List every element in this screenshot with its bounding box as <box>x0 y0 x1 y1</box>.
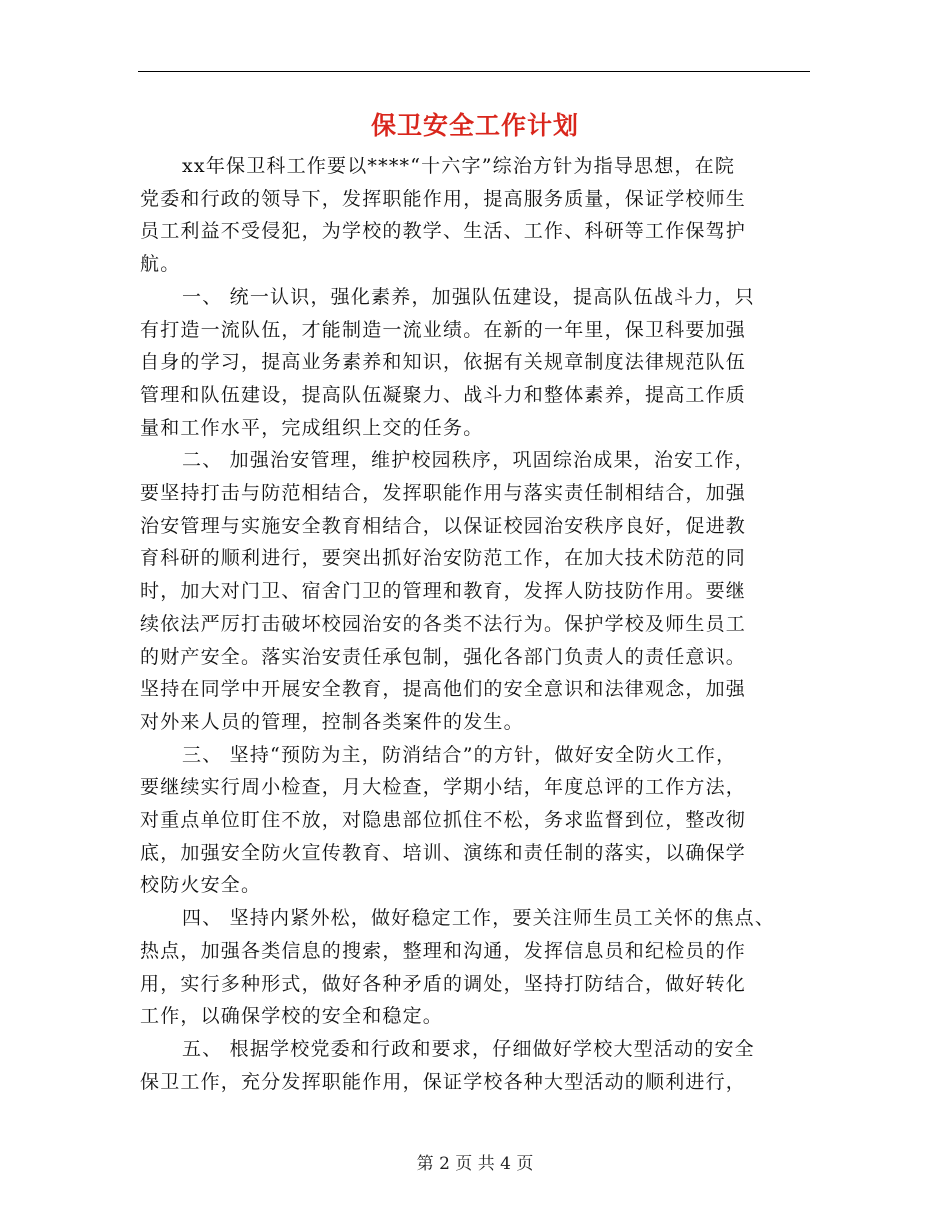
text-line: 时，加大对门卫、宿舍门卫的管理和教育，发挥人防技防作用。要继 <box>140 580 747 603</box>
text-line: 工作，以确保学校的安全和稳定。 <box>140 1005 444 1028</box>
paragraph-section-1 <box>140 281 810 445</box>
text-line: 一、 统一认识，强化素养，加强队伍建设，提高队伍战斗力，只 <box>182 285 755 308</box>
text-line: 五、 根据学校党委和行政和要求，仔细做好学校大型活动的安全 <box>182 1037 755 1060</box>
text-line: 管理和队伍建设，提高队伍凝聚力、战斗力和整体素养，提高工作质 <box>140 383 747 406</box>
document-body <box>140 150 810 1098</box>
text-line: 要坚持打击与防范相结合，发挥职能作用与落实责任制相结合，加强 <box>140 482 747 505</box>
text-line: 对重点单位盯住不放，对隐患部位抓住不松，务求监督到位，整改彻 <box>140 809 747 832</box>
text-line: 员工利益不受侵犯，为学校的教学、生活、工作、科研等工作保驾护 <box>140 220 747 243</box>
text-line: 的财产安全。落实治安责任承包制，强化各部门负责人的责任意识。 <box>140 645 747 668</box>
text-line: 自身的学习，提高业务素养和知识，依据有关规章制度法律规范队伍 <box>140 351 747 374</box>
text-line: 要继续实行周小检查，月大检查，学期小结，年度总评的工作方法， <box>140 776 747 799</box>
text-line: 量和工作水平，完成组织上交的任务。 <box>140 416 484 439</box>
text-line: xx年保卫科工作要以****“十六字”综治方针为指导思想，在院 <box>182 155 736 177</box>
text-line: 三、 坚持“预防为主，防消结合”的方针，做好安全防火工作， <box>182 743 737 766</box>
text-line: 对外来人员的管理，控制各类案件的发生。 <box>140 710 524 733</box>
paragraph-intro <box>140 150 810 281</box>
text-line: 用，实行多种形式，做好各种矛盾的调处，坚持打防结合，做好转化 <box>140 972 747 995</box>
text-line: 育科研的顺利进行，要突出抓好治安防范工作，在加大技术防范的同 <box>140 547 747 570</box>
text-line: 续依法严厉打击破坏校园治安的各类不法行为。保护学校及师生员工 <box>140 612 747 635</box>
paragraph-section-3 <box>140 739 810 903</box>
page-number: 第 2 页 共 4 页 <box>416 1154 534 1174</box>
paragraph-section-5 <box>140 1033 810 1098</box>
text-line: 二、 加强治安管理，维护校园秩序，巩固综治成果，治安工作， <box>182 449 755 472</box>
text-line: 热点，加强各类信息的搜索，整理和沟通，发挥信息员和纪检员的作 <box>140 939 747 962</box>
header-rule <box>138 71 810 72</box>
text-line: 有打造一流队伍，才能制造一流业绩。在新的一年里，保卫科要加强 <box>140 318 747 341</box>
text-line: 航。 <box>140 253 181 276</box>
page-footer <box>0 1152 950 1176</box>
text-line: 底，加强安全防火宣传教育、培训、演练和责任制的落实，以确保学 <box>140 841 747 864</box>
text-line: 党委和行政的领导下，发挥职能作用，提高服务质量，保证学校师生 <box>140 187 747 210</box>
text-line: 校防火安全。 <box>140 874 262 897</box>
text-line: 治安管理与实施安全教育相结合，以保证校园治安秩序良好，促进教 <box>140 514 747 537</box>
text-line: 保卫工作，充分发挥职能作用，保证学校各种大型活动的顺利进行， <box>140 1070 747 1093</box>
text-line: 坚持在同学中开展安全教育，提高他们的安全意识和法律观念，加强 <box>140 678 747 701</box>
paragraph-section-2 <box>140 444 810 738</box>
paragraph-section-4 <box>140 902 810 1033</box>
document-title: 保卫安全工作计划 <box>370 111 579 140</box>
text-line: 四、 坚持内紧外松，做好稳定工作，要关注师生员工关怀的焦点、 <box>182 907 776 930</box>
